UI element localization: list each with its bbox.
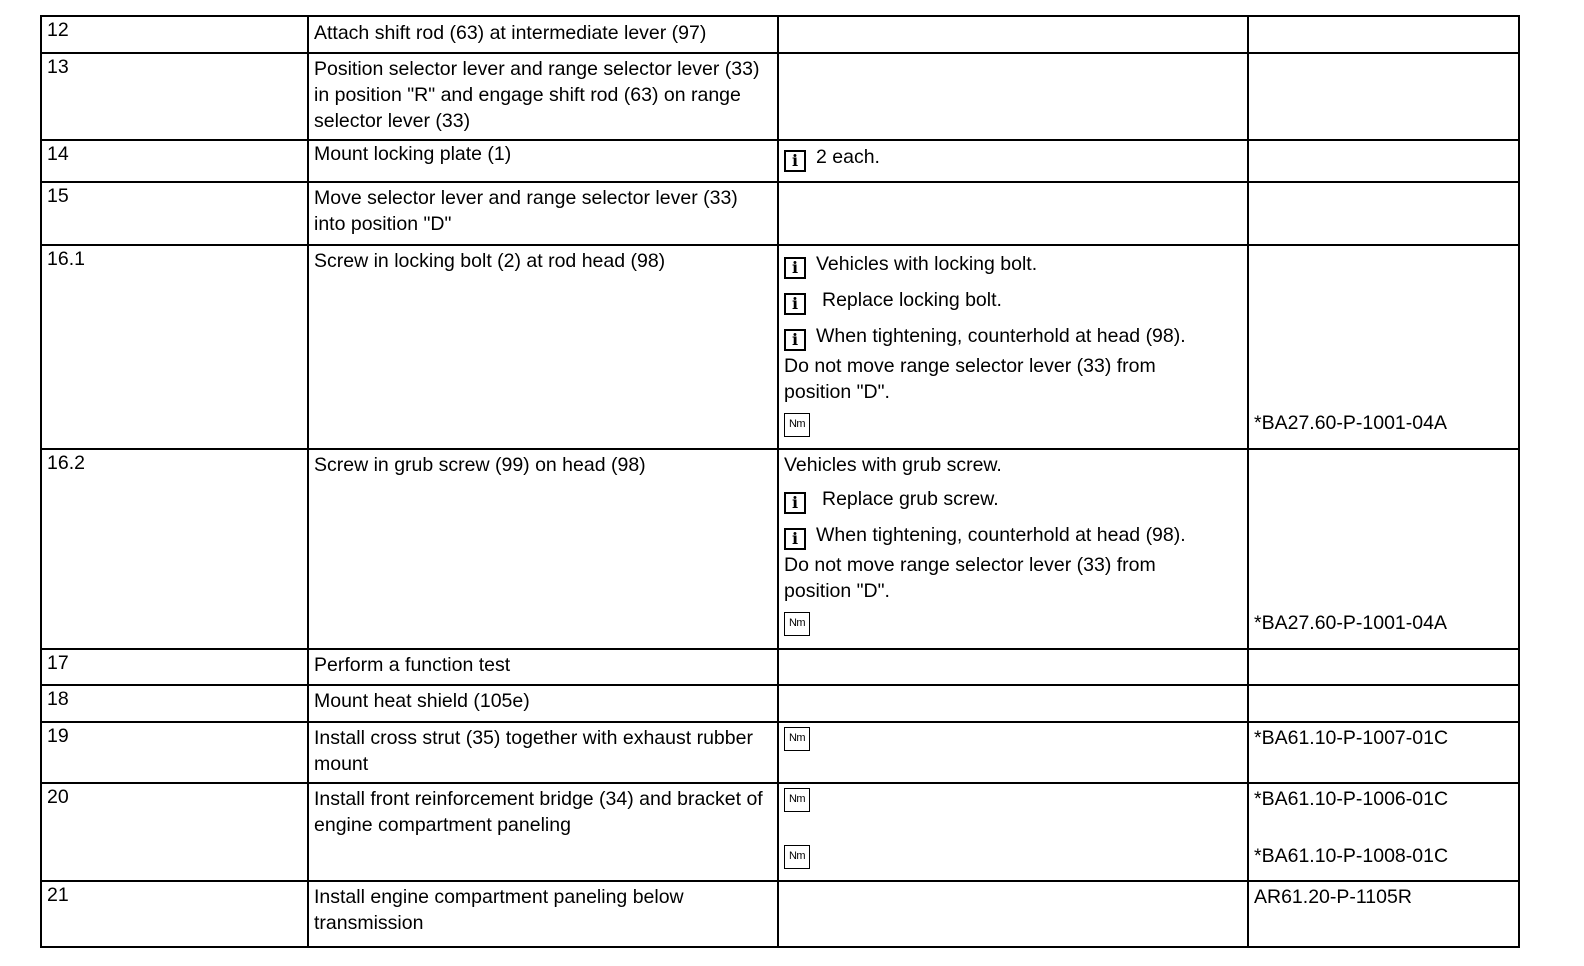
step-description: Screw in locking bolt (2) at rod head (98) — [308, 245, 778, 449]
info-icon: i — [784, 150, 806, 172]
torque-reference: *BA61.10-P-1008-01C — [1254, 845, 1449, 867]
step-reference — [1248, 182, 1519, 245]
note-text: Vehicles with grub screw. — [784, 454, 1002, 476]
step-reference — [1248, 53, 1519, 140]
step-notes — [778, 783, 1248, 881]
step-number: 15 — [41, 182, 308, 245]
step-notes — [778, 53, 1248, 140]
step-description: Attach shift rod (63) at intermediate lever (97) — [308, 16, 778, 53]
note-text: 2 each. — [816, 146, 880, 168]
step-reference — [1248, 16, 1519, 53]
step-number: 12 — [41, 16, 308, 53]
step-number: 20 — [41, 783, 308, 881]
step-number: 14 — [41, 140, 308, 182]
table-row — [41, 722, 1519, 783]
step-notes — [778, 881, 1248, 947]
step-number: 19 — [41, 722, 308, 783]
step-notes — [778, 685, 1248, 722]
step-notes — [778, 449, 1248, 649]
step-description: Install cross strut (35) together with exhaust rubber mount — [308, 722, 778, 783]
step-notes — [778, 245, 1248, 449]
table-row — [41, 245, 1519, 449]
note-text: When tightening, counterhold at head (98). — [816, 524, 1186, 546]
torque-nm-icon: Nm — [784, 727, 810, 751]
step-reference — [1248, 649, 1519, 685]
torque-nm-icon: Nm — [784, 845, 810, 869]
info-icon: i — [784, 528, 806, 550]
note-text: Replace locking bolt. — [822, 289, 1002, 311]
step-number: 21 — [41, 881, 308, 947]
step-number: 13 — [41, 53, 308, 140]
step-number: 18 — [41, 685, 308, 722]
step-reference — [1248, 783, 1519, 881]
step-description: Mount heat shield (105e) — [308, 685, 778, 722]
step-number: 17 — [41, 649, 308, 685]
step-reference — [1248, 881, 1519, 947]
info-icon: i — [784, 293, 806, 315]
step-number: 16.2 — [41, 449, 308, 649]
step-description: Perform a function test — [308, 649, 778, 685]
table-row — [41, 685, 1519, 722]
torque-nm-icon: Nm — [784, 413, 810, 437]
table-row — [41, 783, 1519, 881]
step-notes — [778, 16, 1248, 53]
step-reference — [1248, 722, 1519, 783]
step-description: Position selector lever and range selector lever (33) in position "R" and engage shift rod (63) on range selector lever (33) — [308, 53, 778, 140]
step-reference — [1248, 449, 1519, 649]
table-row — [41, 649, 1519, 685]
step-notes — [778, 649, 1248, 685]
table-row — [41, 449, 1519, 649]
table-row — [41, 881, 1519, 947]
table-row — [41, 140, 1519, 182]
table-row — [41, 53, 1519, 140]
step-reference — [1248, 245, 1519, 449]
table-row — [41, 16, 1519, 53]
note-text: Replace grub screw. — [822, 488, 999, 510]
torque-nm-icon: Nm — [784, 612, 810, 636]
step-description: Mount locking plate (1) — [308, 140, 778, 182]
info-icon: i — [784, 329, 806, 351]
torque-reference: *BA61.10-P-1007-01C — [1254, 727, 1449, 749]
step-description: Install engine compartment paneling below transmission — [308, 881, 778, 947]
step-number: 16.1 — [41, 245, 308, 449]
step-description: Move selector lever and range selector lever (33) into position "D" — [308, 182, 778, 245]
note-text: When tightening, counterhold at head (98). — [816, 325, 1186, 347]
work-steps-table — [40, 15, 1520, 948]
step-notes — [778, 722, 1248, 783]
step-description: Screw in grub screw (99) on head (98) — [308, 449, 778, 649]
note-text: Do not move range selector lever (33) from position "D". — [784, 554, 1156, 602]
step-reference — [1248, 685, 1519, 722]
note-text: Do not move range selector lever (33) from position "D". — [784, 355, 1156, 403]
step-reference — [1248, 140, 1519, 182]
info-icon: i — [784, 257, 806, 279]
reference-link[interactable]: AR61.20-P-1105R — [1254, 886, 1412, 908]
table-row — [41, 182, 1519, 245]
step-notes — [778, 140, 1248, 182]
step-notes — [778, 182, 1248, 245]
torque-nm-icon: Nm — [784, 788, 810, 812]
torque-reference: *BA61.10-P-1006-01C — [1254, 788, 1449, 810]
torque-reference: *BA27.60-P-1001-04A — [1254, 412, 1447, 434]
step-description: Install front reinforcement bridge (34) and bracket of engine compartment paneling — [308, 783, 778, 881]
note-text: Vehicles with locking bolt. — [816, 253, 1038, 275]
torque-reference: *BA27.60-P-1001-04A — [1254, 612, 1447, 634]
info-icon: i — [784, 492, 806, 514]
